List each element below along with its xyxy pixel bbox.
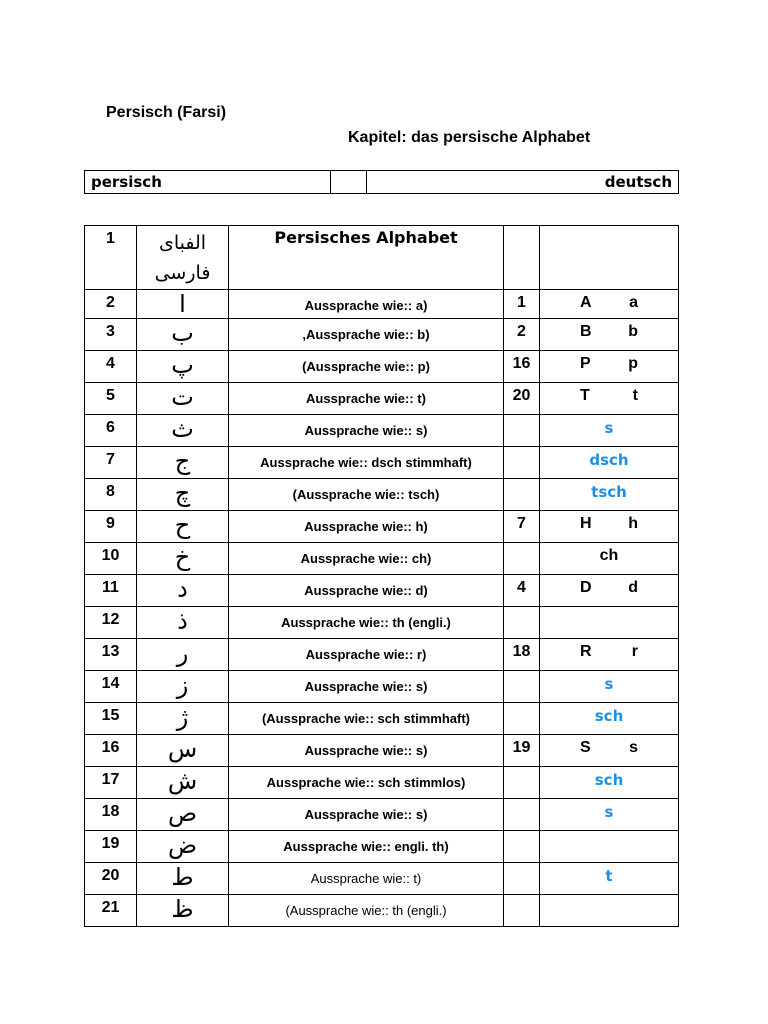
table-row (85, 511, 679, 543)
sound-equivalent: s (604, 803, 614, 821)
table-row (85, 895, 679, 927)
document-title: Persisch (Farsi) (106, 104, 227, 121)
alphabet-position (504, 415, 540, 447)
table-row (85, 831, 679, 863)
latin-equivalent (540, 831, 679, 863)
row-number: 1 (85, 226, 137, 290)
latin-letter-pair (540, 739, 678, 757)
latin-equivalent (540, 290, 679, 319)
latin-equivalent (540, 671, 679, 703)
table-row (85, 799, 679, 831)
latin-uppercase: T (580, 387, 590, 404)
alphabet-label: Persisches Alphabet (229, 226, 504, 290)
alphabet-position: 16 (504, 351, 540, 383)
row-number: 8 (85, 479, 137, 511)
row-number: 5 (85, 383, 137, 415)
latin-equivalent (540, 447, 679, 479)
pronunciation: (Aussprache wie:: th (engli.) (229, 895, 504, 927)
row-number: 18 (85, 799, 137, 831)
pronunciation: Aussprache wie:: th (engli.) (229, 607, 504, 639)
alphabet-position (504, 447, 540, 479)
header-spacer (331, 171, 367, 194)
latin-lowercase: d (628, 579, 638, 596)
persian-letter: ا (137, 290, 229, 319)
persian-letter: ب (137, 319, 229, 351)
alphabet-position (504, 543, 540, 575)
sound-equivalent: s (604, 675, 614, 693)
latin-lowercase: a (629, 294, 638, 311)
table-row (85, 415, 679, 447)
row-number: 16 (85, 735, 137, 767)
table-row (85, 671, 679, 703)
pronunciation: Aussprache wie:: dsch stimmhaft) (229, 447, 504, 479)
alphabet-position (504, 607, 540, 639)
sound-equivalent: t (605, 867, 613, 885)
table-row (85, 543, 679, 575)
latin-equivalent (540, 639, 679, 671)
sound-equivalent: s (604, 419, 614, 437)
alphabet-position (504, 831, 540, 863)
table-row (85, 447, 679, 479)
row-number: 20 (85, 863, 137, 895)
latin-letter-pair (540, 643, 678, 661)
pronunciation: Aussprache wie:: t) (229, 863, 504, 895)
alphabet-position (504, 767, 540, 799)
pronunciation: Aussprache wie:: r) (229, 639, 504, 671)
row-number: 19 (85, 831, 137, 863)
latin-equivalent (540, 703, 679, 735)
persian-letter: ث (137, 415, 229, 447)
table-row (85, 351, 679, 383)
table-row (85, 290, 679, 319)
pronunciation: Aussprache wie:: s) (229, 415, 504, 447)
sound-equivalent: tsch (591, 483, 627, 501)
latin-equivalent (540, 895, 679, 927)
table-row (85, 607, 679, 639)
persian-title: الفبای فارسی (137, 226, 229, 290)
latin-lowercase: s (629, 739, 638, 756)
latin-letter-pair (540, 515, 678, 533)
latin-lowercase: b (628, 323, 638, 340)
table-title-row (85, 226, 679, 290)
alphabet-position (504, 671, 540, 703)
alphabet-position (504, 799, 540, 831)
sound-equivalent: ch (599, 547, 619, 564)
latin-equivalent (540, 575, 679, 607)
latin-lowercase: h (628, 515, 638, 532)
latin-equivalent (540, 863, 679, 895)
alphabet-position (504, 895, 540, 927)
latin-equivalent (540, 607, 679, 639)
table-row (85, 479, 679, 511)
table-row (85, 703, 679, 735)
latin-uppercase: H (580, 515, 592, 532)
pronunciation: Aussprache wie:: sch stimmlos) (229, 767, 504, 799)
latin-lowercase: t (632, 387, 638, 404)
alphabet-position: 4 (504, 575, 540, 607)
empty-cell (540, 226, 679, 290)
row-number: 14 (85, 671, 137, 703)
persian-letter: ژ (137, 703, 229, 735)
alphabet-table (84, 225, 679, 927)
row-number: 21 (85, 895, 137, 927)
pronunciation: Aussprache wie:: s) (229, 671, 504, 703)
latin-uppercase: S (580, 739, 591, 756)
persian-letter: ش (137, 767, 229, 799)
pronunciation: ,Aussprache wie:: b) (229, 319, 504, 351)
latin-uppercase: A (580, 294, 592, 311)
row-number: 17 (85, 767, 137, 799)
alphabet-position (504, 703, 540, 735)
latin-equivalent (540, 479, 679, 511)
latin-lowercase: p (628, 355, 638, 372)
row-number: 9 (85, 511, 137, 543)
alphabet-position: 19 (504, 735, 540, 767)
header-persisch: persisch (85, 171, 331, 194)
row-number: 13 (85, 639, 137, 671)
persian-letter: ذ (137, 607, 229, 639)
row-number: 3 (85, 319, 137, 351)
alphabet-position (504, 863, 540, 895)
table-row (85, 735, 679, 767)
row-number: 4 (85, 351, 137, 383)
row-number: 12 (85, 607, 137, 639)
row-number: 2 (85, 290, 137, 319)
sound-equivalent: sch (594, 771, 624, 789)
alphabet-position: 1 (504, 290, 540, 319)
header-deutsch: deutsch (367, 171, 679, 194)
pronunciation: Aussprache wie:: h) (229, 511, 504, 543)
latin-equivalent (540, 383, 679, 415)
table-row (85, 863, 679, 895)
row-number: 15 (85, 703, 137, 735)
persian-letter: ط (137, 863, 229, 895)
table-row (85, 575, 679, 607)
latin-letter-pair (540, 579, 678, 597)
persian-letter: ظ (137, 895, 229, 927)
persian-letter: ص (137, 799, 229, 831)
persian-letter: ت (137, 383, 229, 415)
chapter-title: Kapitel: das persische Alphabet (348, 129, 591, 146)
latin-equivalent (540, 767, 679, 799)
persian-letter: ض (137, 831, 229, 863)
sound-equivalent: sch (594, 707, 624, 725)
row-number: 7 (85, 447, 137, 479)
alphabet-position (504, 479, 540, 511)
pronunciation: Aussprache wie:: engli. th) (229, 831, 504, 863)
pronunciation: (Aussprache wie:: tsch) (229, 479, 504, 511)
latin-equivalent (540, 351, 679, 383)
pronunciation: Aussprache wie:: s) (229, 735, 504, 767)
language-header-table (84, 170, 679, 194)
sound-equivalent: dsch (589, 451, 629, 469)
table-row (85, 639, 679, 671)
row-number: 11 (85, 575, 137, 607)
latin-equivalent (540, 511, 679, 543)
persian-letter: س (137, 735, 229, 767)
pronunciation: Aussprache wie:: a) (229, 290, 504, 319)
persian-letter: ر (137, 639, 229, 671)
persian-letter: خ (137, 543, 229, 575)
latin-equivalent (540, 319, 679, 351)
latin-letter-pair (540, 355, 678, 373)
alphabet-position: 7 (504, 511, 540, 543)
latin-equivalent (540, 799, 679, 831)
latin-uppercase: P (580, 355, 591, 372)
pronunciation: Aussprache wie:: d) (229, 575, 504, 607)
latin-uppercase: D (580, 579, 592, 596)
latin-equivalent (540, 415, 679, 447)
latin-letter-pair (540, 387, 678, 405)
persian-letter: ح (137, 511, 229, 543)
latin-uppercase: B (580, 323, 592, 340)
alphabet-position: 18 (504, 639, 540, 671)
pronunciation: Aussprache wie:: t) (229, 383, 504, 415)
persian-letter: پ (137, 351, 229, 383)
alphabet-position: 2 (504, 319, 540, 351)
table-row (85, 319, 679, 351)
persian-letter: د (137, 575, 229, 607)
table-row (85, 767, 679, 799)
persian-letter: ج (137, 447, 229, 479)
latin-letter-pair (540, 294, 678, 312)
latin-equivalent (540, 543, 679, 575)
latin-letter-pair (540, 323, 678, 341)
pronunciation: (Aussprache wie:: p) (229, 351, 504, 383)
pronunciation: Aussprache wie:: s) (229, 799, 504, 831)
pronunciation: (Aussprache wie:: sch stimmhaft) (229, 703, 504, 735)
latin-equivalent (540, 735, 679, 767)
empty-cell (504, 226, 540, 290)
row-number: 10 (85, 543, 137, 575)
persian-letter: ز (137, 671, 229, 703)
table-row (85, 383, 679, 415)
row-number: 6 (85, 415, 137, 447)
latin-uppercase: R (580, 643, 592, 660)
alphabet-position: 20 (504, 383, 540, 415)
persian-letter: چ (137, 479, 229, 511)
latin-lowercase: r (631, 643, 638, 660)
pronunciation: Aussprache wie:: ch) (229, 543, 504, 575)
